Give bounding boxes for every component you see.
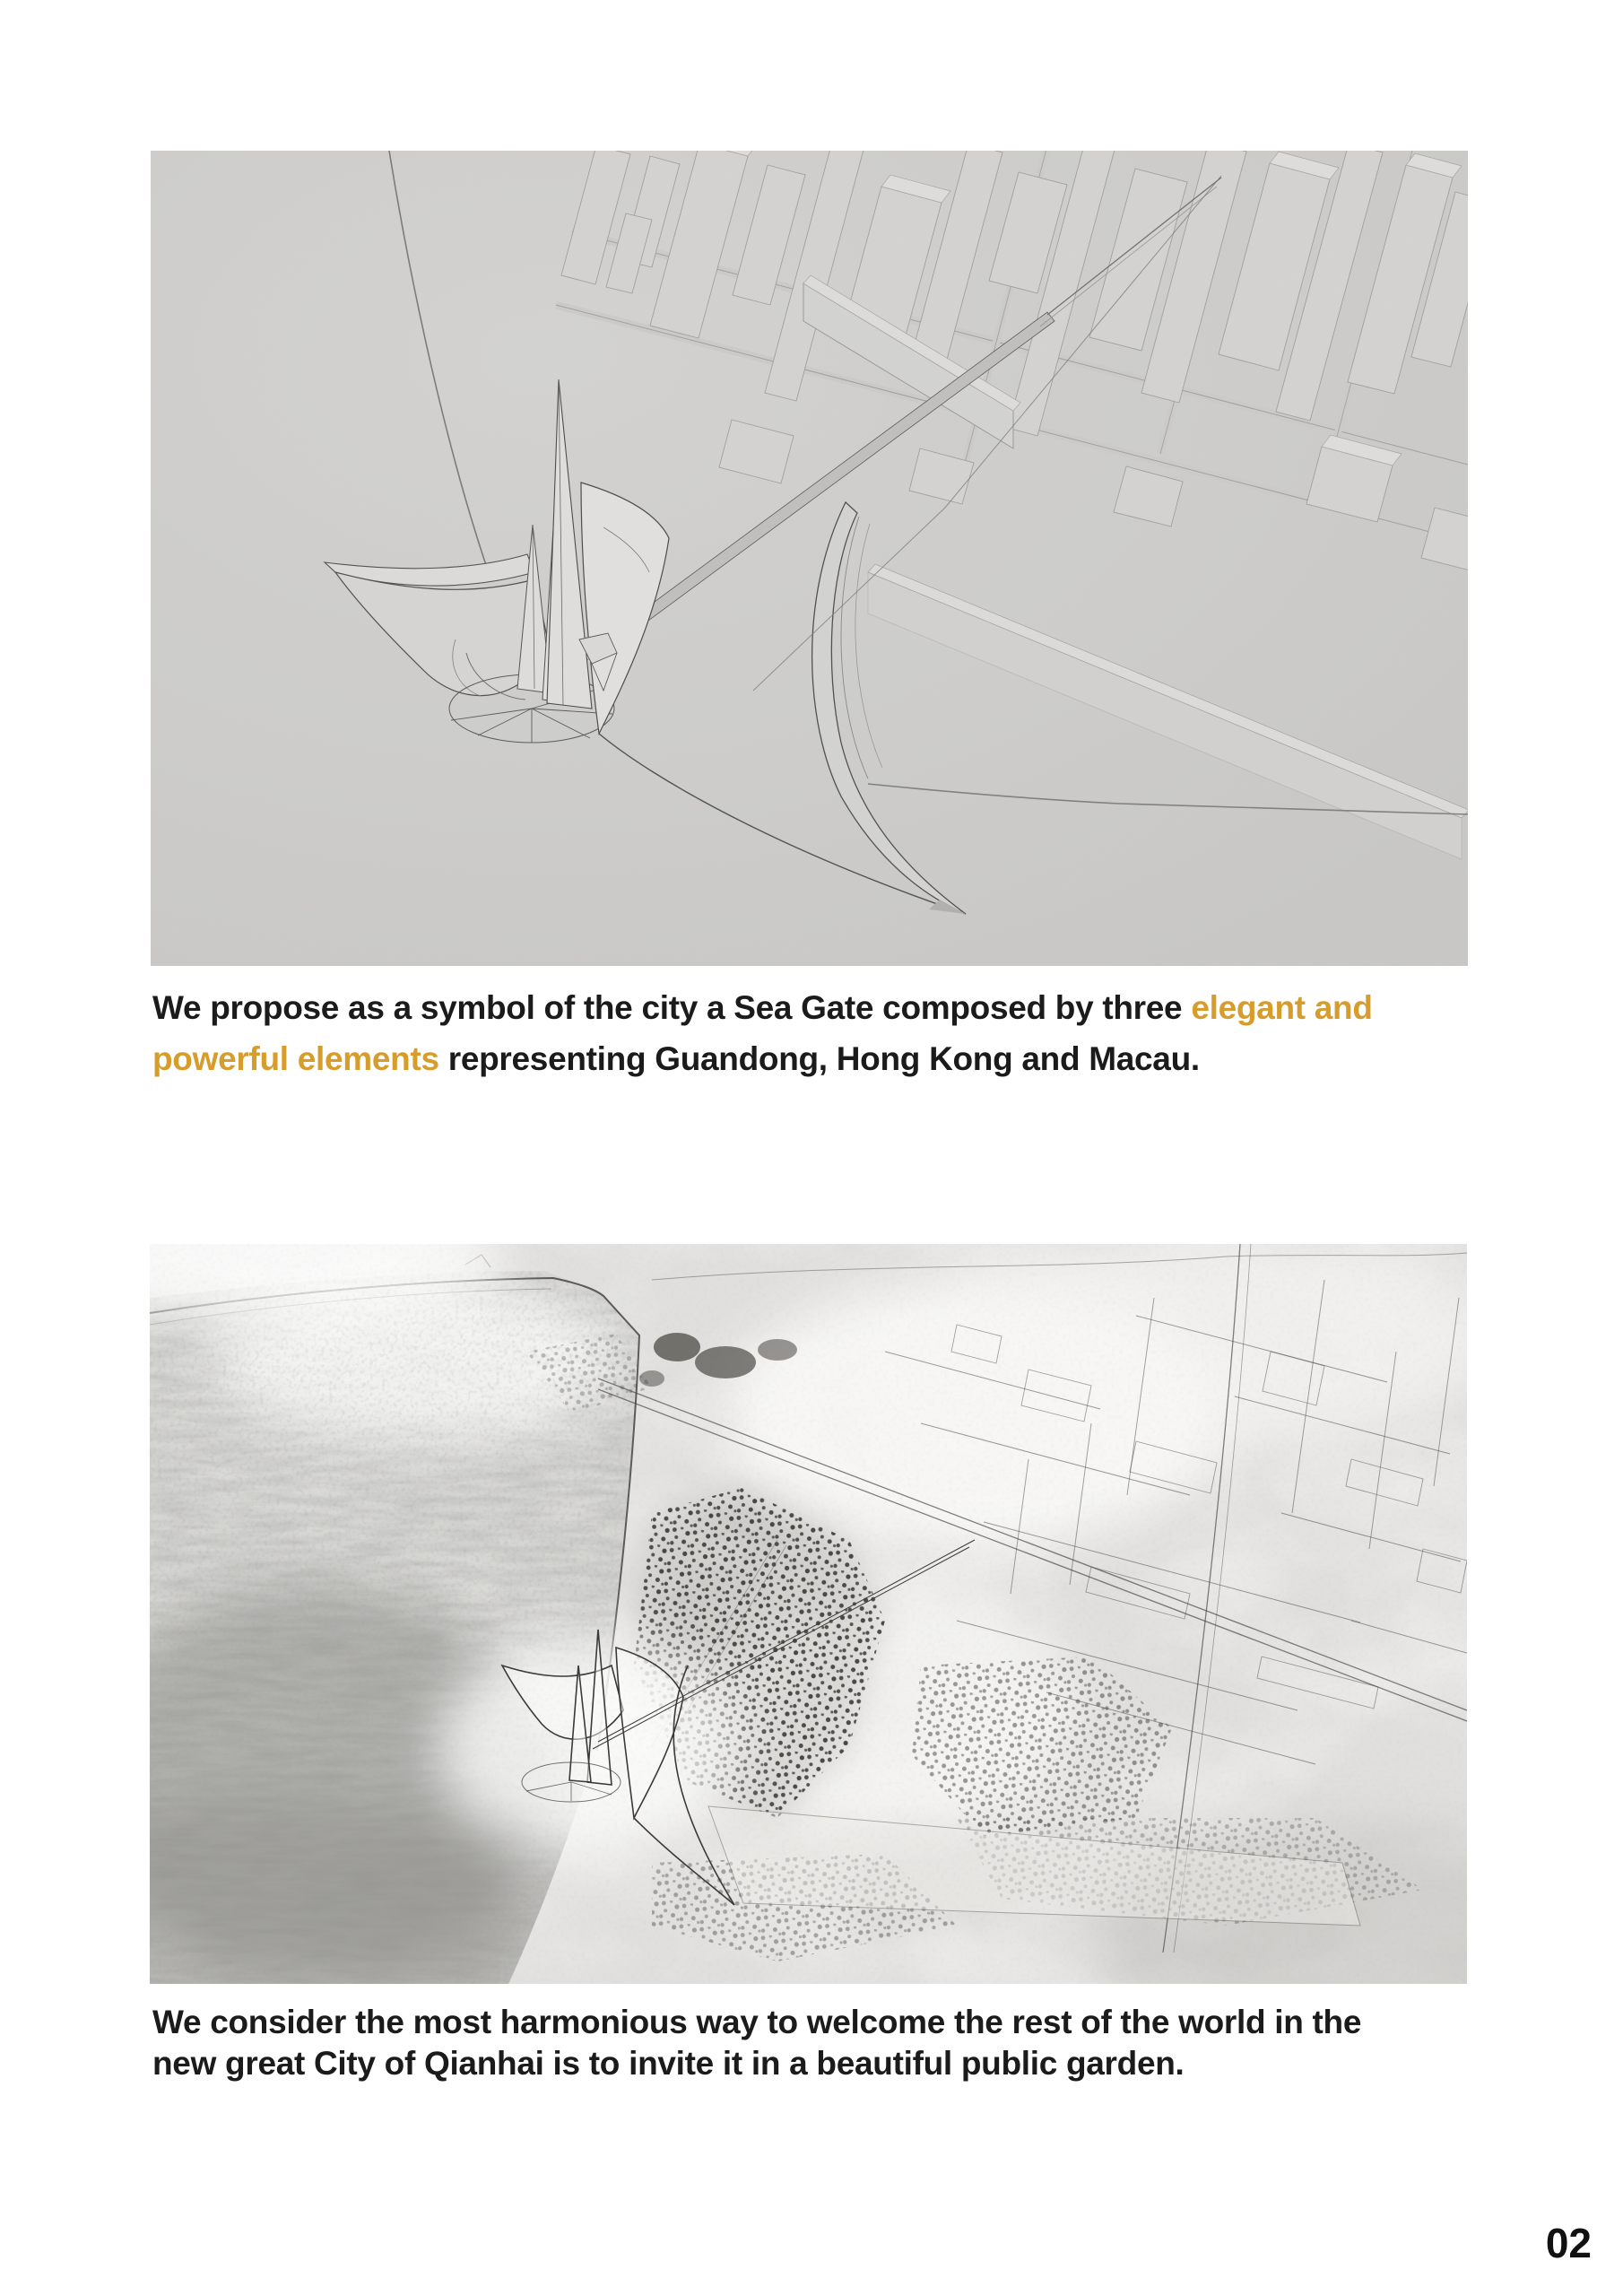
caption-accent-text: elegant and [1191,989,1373,1026]
caption-line: We consider the most harmonious way to welcome the rest of the world in the [152,2004,1362,2040]
caption-garden [152,2002,1361,2084]
caption-sea-gate [152,982,1373,1084]
garden-sketch-figure [150,1244,1467,1984]
sea-gate-model-render [151,151,1468,966]
sea-gate-model-figure [151,151,1468,966]
caption-accent-text: powerful elements [152,1040,439,1077]
caption-line [152,1033,1373,1084]
page-number: 02 [1545,2220,1592,2266]
caption-line: new great City of Qianhai is to invite it in a beautiful public garden. [152,2045,1185,2082]
caption-text: representing Guandong, Hong Kong and Macau. [438,1040,1200,1077]
caption-line [152,982,1373,1033]
caption-text: We propose as a symbol of the city a Sea Gate composed by three [152,989,1192,1026]
qianhai-garden-aerial-sketch [150,1244,1467,1984]
